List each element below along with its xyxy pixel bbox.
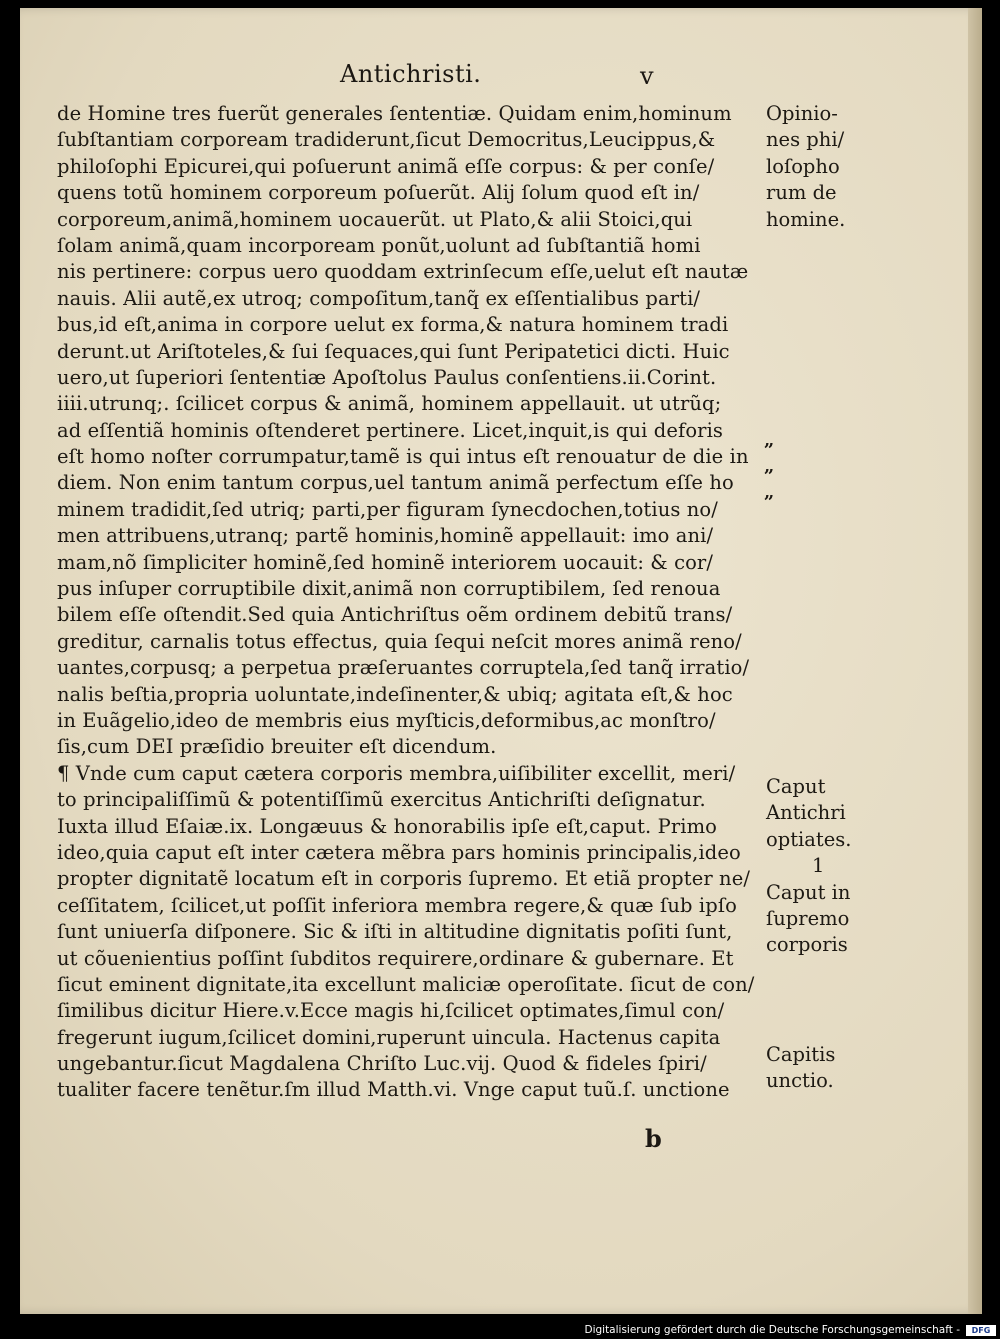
text-line: men attribuens,utranq; partẽ hominis,hominẽ appellauit: imo ani/ <box>57 524 714 548</box>
text-line: ſis,cum DEI præſidio breuiter eſt dicendum. <box>57 735 497 759</box>
text-line: philoſophi Epicurei,qui poſuerunt animã eſſe corpus: & per conſe/ <box>57 154 715 178</box>
margin-note-line: 1 <box>812 854 825 878</box>
margin-note-line: corporis <box>766 933 848 957</box>
text-line: uantes,corpusq; a perpetua præſeruantes corruptela,ſed tanq̃ irratio/ <box>57 656 750 680</box>
text-line: greditur, carnalis totus effectus, quia ſequi neſcit mores animã reno/ <box>57 629 742 653</box>
text-line: ungebantur.ſicut Magdalena Chriſto Luc.vij. Quod & fideles ſpiri/ <box>57 1052 707 1076</box>
text-line: derunt.ut Ariſtoteles,& ſui ſequaces,qui ſunt Peripatetici dicti. Huic <box>57 339 730 363</box>
margin-note-opiniones <box>766 101 845 233</box>
text-line: de Homine tres fuerũt generales ſententiæ. Quidam enim,hominum <box>57 102 732 125</box>
text-line: quens totũ hominem corporeum poſuerũt. Alij ſolum quod eſt in/ <box>57 181 700 205</box>
text-line: ut cõuenientius poſſint ſubditos requirere,ordinare & gubernare. Et <box>57 946 734 970</box>
catchword: b <box>645 1124 662 1153</box>
margin-note-line: Opinio- <box>766 102 838 125</box>
text-line: fregerunt iugum,ſcilicet domini,ruperunt uincula. Hactenus capita <box>57 1025 721 1049</box>
text-line: Iuxta illud Eſaiæ.ix. Longæuus & honorabilis ipſe eſt,caput. Primo <box>57 814 718 838</box>
margin-note-line: Antichri <box>766 801 846 825</box>
text-line: ſolam animã,quam incorpoream ponũt,uolunt ad ſubſtantiã homi <box>57 233 701 257</box>
text-line: corporeum,animã,hominem uocauerũt. ut Plato,& alii Stoici,qui <box>57 207 693 231</box>
text-line: uero,ut ſuperiori ſententiæ Apoſtolus Paulus conſentiens.ii.Corint. <box>57 365 717 389</box>
margin-note-line: Caput <box>766 775 826 798</box>
text-line: nauis. Alii autẽ,ex utroq; compoſitum,tanq̃ ex eſſentialibus parti/ <box>57 286 701 310</box>
quotation-mark: „ <box>764 430 775 451</box>
folio-signature: v <box>640 62 654 90</box>
text-line: ſimilibus dicitur Hiere.v.Ecce magis hi,ſcilicet optimates,ſimul con/ <box>57 999 725 1023</box>
text-line: ceſſitatem, ſcilicet,ut poſſit inferiora membra regere,& quæ ſub ipſo <box>57 893 737 917</box>
text-line: ideo,quia caput eſt inter cætera mẽbra pars hominis principalis,ideo <box>57 840 741 864</box>
margin-note-line: nes phi/ <box>766 128 845 152</box>
text-line: nis pertinere: corpus uero quoddam extrinſecum eſſe,uelut eſt nautæ <box>57 260 749 284</box>
text-line: bilem eſſe oſtendit.Sed quia Antichriſtus oẽm ordinem debitũ trans/ <box>57 603 733 627</box>
dfg-logo-icon: DFG <box>966 1325 996 1336</box>
text-line: eſt homo noſter corrumpatur,tamẽ is qui intus eſt renouatur de die in <box>57 445 749 469</box>
text-line: in Euãgelio,ideo de membris eius myſticis,deformibus,ac monſtro/ <box>57 708 716 732</box>
margin-note-line: homine. <box>766 207 846 231</box>
text-line: ſicut eminent dignitate,ita excellunt maliciæ operoſitate. ſicut de con/ <box>57 972 755 996</box>
text-line: ſubſtantiam corpoream tradiderunt,ſicut Democritus,Leucippus,& <box>57 128 716 152</box>
text-line: pus inſuper corruptibile dixit,animã non corruptibilem, ſed renoua <box>57 577 721 601</box>
margin-note-line: rum de <box>766 181 837 205</box>
margin-note-line: unctio. <box>766 1069 834 1093</box>
margin-note-caput <box>766 774 852 959</box>
quotation-mark: „ <box>764 482 775 503</box>
margin-note-capitis-unctio <box>766 1042 835 1095</box>
text-line: to principaliſſimũ & potentiſſimũ exercitus Antichriſti deſignatur. <box>57 788 706 812</box>
margin-note-line: loſopho <box>766 154 840 178</box>
margin-note-line: ſupremo <box>766 907 850 931</box>
text-line: tualiter facere tenẽtur.ſm illud Matth.vi. Vnge caput tuũ.ſ. unctione <box>57 1078 730 1102</box>
text-line: ¶ Vnde cum caput cætera corporis membra,uiſibiliter excellit, meri/ <box>57 761 736 785</box>
text-line: propter dignitatẽ locatum eſt in corporis ſupremo. Et etiã propter ne/ <box>57 867 751 891</box>
text-line: bus,id eſt,anima in corpore uelut ex forma,& natura hominem tradi <box>57 313 729 337</box>
text-line: minem tradidit,ſed utriq; parti,per figuram ſynecdochen,totius no/ <box>57 497 718 521</box>
page-gutter <box>968 8 982 1314</box>
text-line: diem. Non enim tantum corpus,uel tantum animã perfectum eſſe ho <box>57 471 734 495</box>
text-line: iiii.utrunq;. ſcilicet corpus & animã, hominem appellauit. ut utrũq; <box>57 392 722 416</box>
margin-note-line: Capitis <box>766 1043 836 1066</box>
margin-note-line: Caput in <box>766 880 851 904</box>
running-head: Antichristi. <box>340 60 482 88</box>
text-line: ad eſſentiã hominis oſtenderet pertinere. Licet,inquit,is qui deforis <box>57 418 724 442</box>
margin-note-line: optiates. <box>766 827 852 851</box>
text-line: nalis beſtia,propria uoluntate,indeſinenter,& ubiq; agitata eſt,& hoc <box>57 682 733 706</box>
text-line: mam,nõ ſimpliciter hominẽ,ſed hominẽ interiorem uocauit: & cor/ <box>57 550 714 574</box>
main-text-block <box>57 101 757 1104</box>
text-line: ſunt uniuerſa diſponere. Sic & iſti in altitudine dignitatis poſiti ſunt, <box>57 920 733 944</box>
quotation-mark: „ <box>764 456 775 477</box>
funding-credit: Digitalisierung gefördert durch die Deutsche Forschungsgemeinschaft - <box>584 1324 960 1336</box>
